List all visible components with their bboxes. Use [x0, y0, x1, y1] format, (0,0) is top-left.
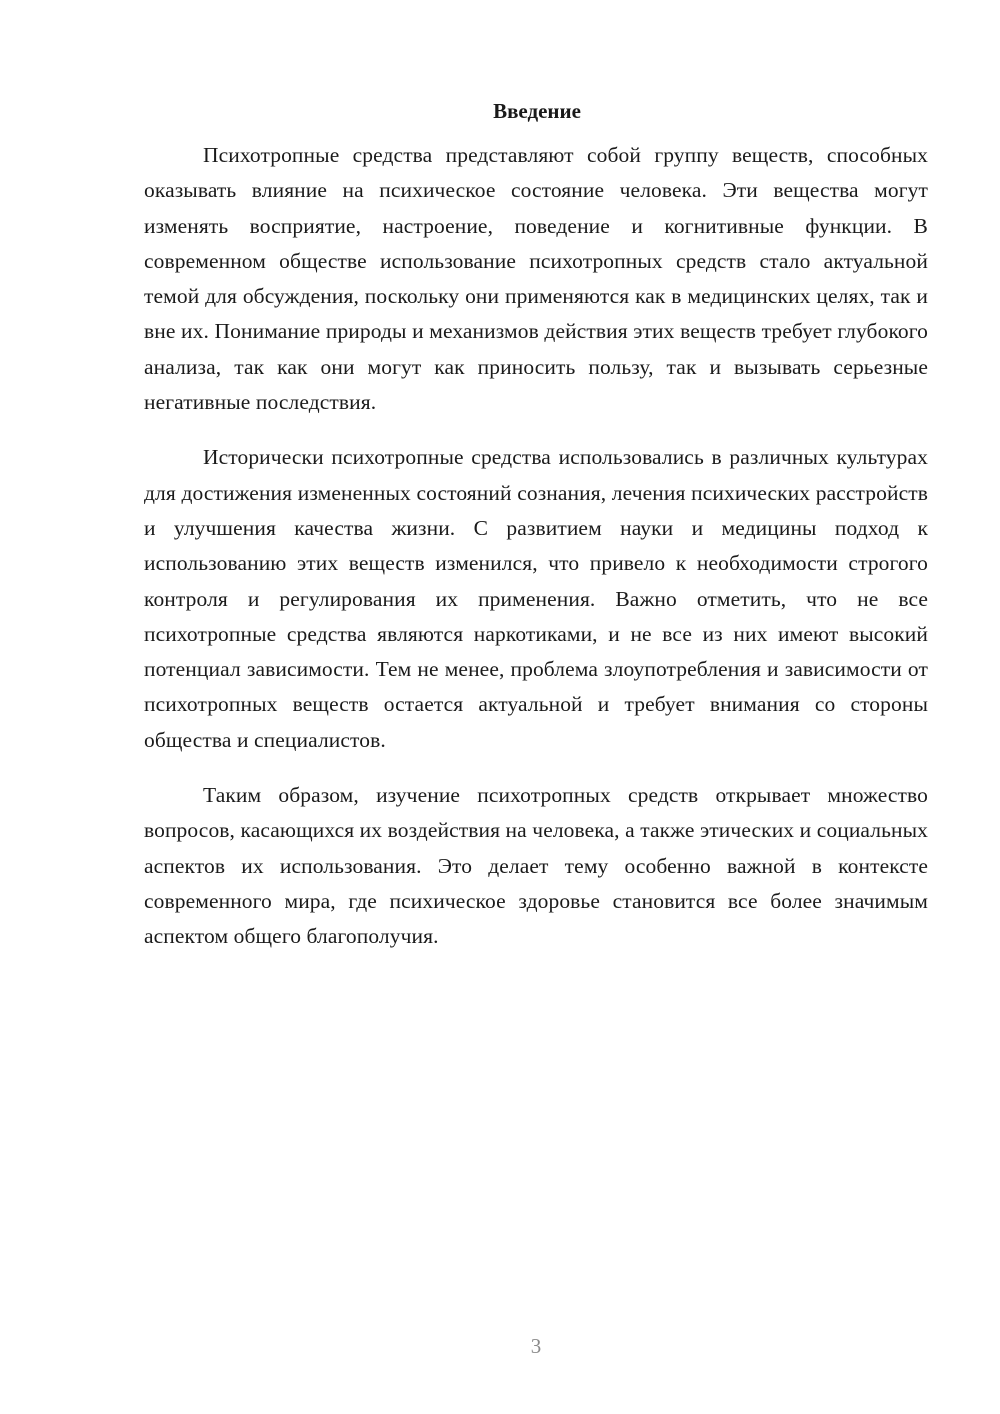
page-number: 3: [530, 1334, 542, 1358]
paragraph-2: Исторически психотропные средства использовались в различных культурах для достижения измененных состояний сознания, лечения психических расстройств и улучшения качества жизни. С развитием науки и медицины подход к использованию этих веществ изменился, что привело к необходимости строгого контроля и регулирования их применения. Важно отметить, что не все психотропные средства являются наркотиками, и не все из них имеют высокий потенциал зависимости. Тем не менее, проблема злоупотребления и зависимости от психотропных веществ остается актуальной и требует внимания со стороны общества и специалистов.: [144, 445, 928, 752]
page-content: [144, 96, 928, 975]
paragraph-3: Таким образом, изучение психотропных средств открывает множество вопросов, касающихся их воздействия на человека, а также этических и социальных аспектов их использования. Это делает тему особенно важной в контексте современного мира, где психическое здоровье становится все более значимым аспектом общего благополучия.: [144, 783, 928, 949]
section-title: Введение: [493, 99, 581, 123]
paragraph-1: Психотропные средства представляют собой группу веществ, способных оказывать влияние на психическое состояние человека. Эти вещества могут изменять восприятие, настроение, поведение и когнитивные функции. В современном обществе использование психотропных средств стало актуальной темой для обсуждения, поскольку они применяются как в медицинских целях, так и вне их. Понимание природы и механизмов действия этих веществ требует глубокого анализа, так как они могут как приносить пользу, так и вызывать серьезные негативные последствия.: [144, 143, 928, 415]
